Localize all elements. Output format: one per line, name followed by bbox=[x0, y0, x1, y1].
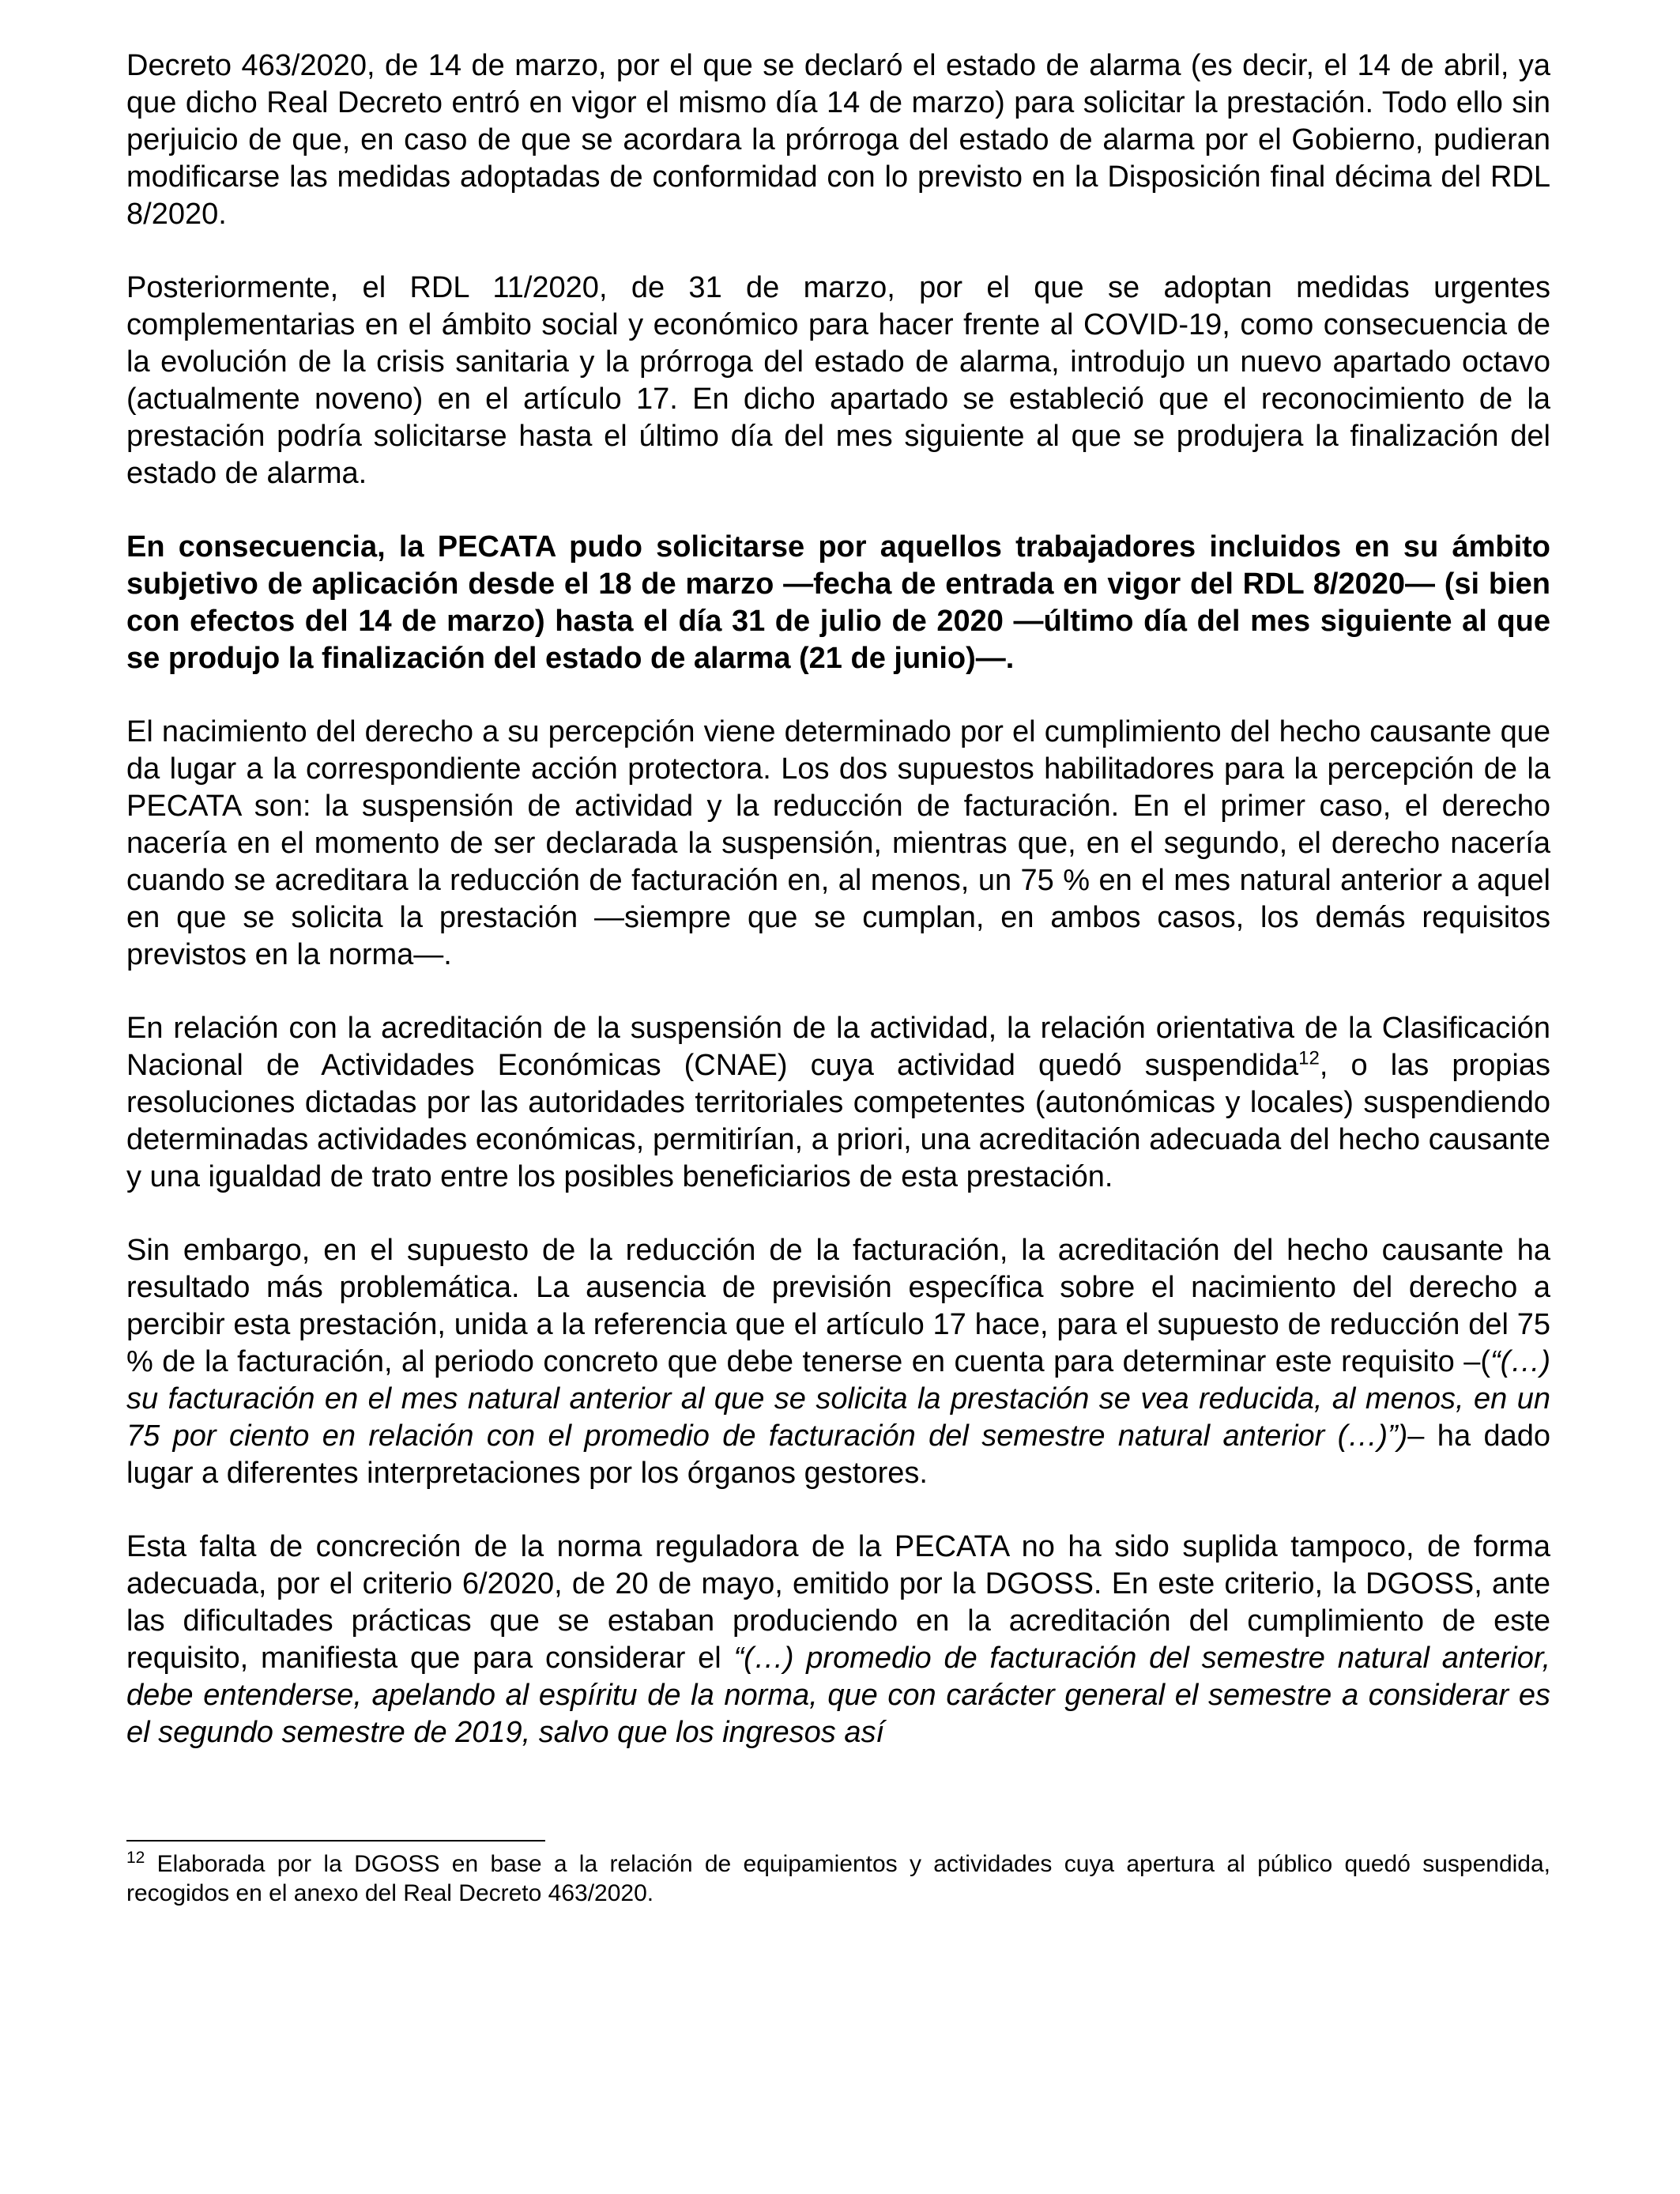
footnote bbox=[126, 1849, 1550, 1908]
paragraph-5-text-a: En relación con la acreditación de la suspensión de la actividad, la relación orientativa de la Clasificación Nacional de Actividades Económicas (CNAE) cuya actividad quedó suspendida bbox=[126, 1012, 1550, 1082]
paragraph-1: Decreto 463/2020, de 14 de marzo, por el que se declaró el estado de alarma (es decir, el 14 de abril, ya que dicho Real Decreto entró en vigor el mismo día 14 de marzo) para solicitar la prestación. Todo ello sin perjuicio de que, en caso de que se acordara la prórroga del estado de alarma por el Gobierno, pudieran modificarse las medidas adoptadas de conformidad con lo previsto en la Disposición final décima del RDL 8/2020. bbox=[126, 49, 1550, 231]
paragraph-6-text-a: Sin embargo, en el supuesto de la reducción de la facturación, la acreditación del hecho causante ha resultado más problemática. La ausencia de previsión específica sobre el nacimiento del derecho a percibir esta prestación, unida a la referencia que el artículo 17 hace, para el supuesto de reducción del 75 % de la facturación, al periodo concreto que debe tenerse en cuenta para determinar este requisito –( bbox=[126, 1234, 1550, 1378]
paragraph-7-quote: “(…) promedio de facturación del semestre natural anterior, debe entenderse, apelando al espíritu de la norma, que con carácter general el semestre a considerar es el segundo semestre de 2019, salvo que los ingresos así bbox=[126, 1642, 1551, 1749]
paragraph-2: Posteriormente, el RDL 11/2020, de 31 de marzo, por el que se adoptan medidas urgentes complementarias en el ámbito social y económico para hacer frente al COVID-19, como consecuencia de la evolución de la crisis sanitaria y la prórroga del estado de alarma, introdujo un nuevo apartado octavo (actualmente noveno) en el artículo 17. En dicho apartado se estableció que el reconocimiento de la prestación podría solicitarse hasta el último día del mes siguiente al que se produjera la finalización del estado de alarma. bbox=[126, 271, 1550, 490]
paragraph-5 bbox=[126, 1010, 1550, 1196]
paragraph-6-text-b: – ha dado lugar a diferentes interpretaciones por los órganos gestores. bbox=[126, 1419, 1550, 1490]
paragraph-6 bbox=[126, 1232, 1550, 1492]
footnote-number: 12 bbox=[126, 1849, 145, 1867]
paragraph-7-text-a: Esta falta de concreción de la norma reguladora de la PECATA no ha sido suplida tampoco, de forma adecuada, por el criterio 6/2020, de 20 de mayo, emitido por la DGOSS. En este criterio, la DGOSS, ante las dificultades prácticas que se estaban produciendo en la acreditación del cumplimiento de este requisito, manifiesta que para considerar el bbox=[126, 1530, 1550, 1675]
paragraph-7 bbox=[126, 1529, 1550, 1751]
document-body bbox=[126, 47, 1550, 1788]
paragraph-6-quote: “(…) su facturación en el mes natural anterior al que se solicita la prestación se vea reducida, al menos, en un 75 por ciento en relación con el promedio de facturación del semestre natural anterior (…)”) bbox=[126, 1345, 1550, 1453]
footnote-separator bbox=[126, 1840, 545, 1842]
paragraph-5-text-b: , o las propias resoluciones dictadas por las autoridades territoriales competentes (autonómicas y locales) suspendiendo determinadas actividades económicas, permitirían, a priori, una acreditación adecuada del hecho causante y una igualdad de trato entre los posibles beneficiarios de esta prestación. bbox=[126, 1049, 1550, 1193]
footnote-reference[interactable]: 12 bbox=[1298, 1047, 1320, 1069]
paragraph-3-bold: En consecuencia, la PECATA pudo solicitarse por aquellos trabajadores incluidos en su ámbito subjetivo de aplicación desde el 18 de marzo —fecha de entrada en vigor del RDL 8/2020— (si bien con efectos del 14 de marzo) hasta el día 31 de julio de 2020 —último día del mes siguiente al que se produjo la finalización del estado de alarma (21 de junio)—. bbox=[126, 530, 1550, 675]
footnote-text: Elaborada por la DGOSS en base a la relación de equipamientos y actividades cuya apertura al público quedó suspendida, recogidos en el anexo del Real Decreto 463/2020. bbox=[126, 1851, 1550, 1906]
paragraph-4: El nacimiento del derecho a su percepción viene determinado por el cumplimiento del hecho causante que da lugar a la correspondiente acción protectora. Los dos supuestos habilitadores para la percepción de la PECATA son: la suspensión de actividad y la reducción de facturación. En el primer caso, el derecho nacería en el momento de ser declarada la suspensión, mientras que, en el segundo, el derecho nacería cuando se acreditara la reducción de facturación en, al menos, un 75 % en el mes natural anterior a aquel en que se solicita la prestación —siempre que se cumplan, en ambos casos, los demás requisitos previstos en la norma—. bbox=[126, 715, 1550, 971]
